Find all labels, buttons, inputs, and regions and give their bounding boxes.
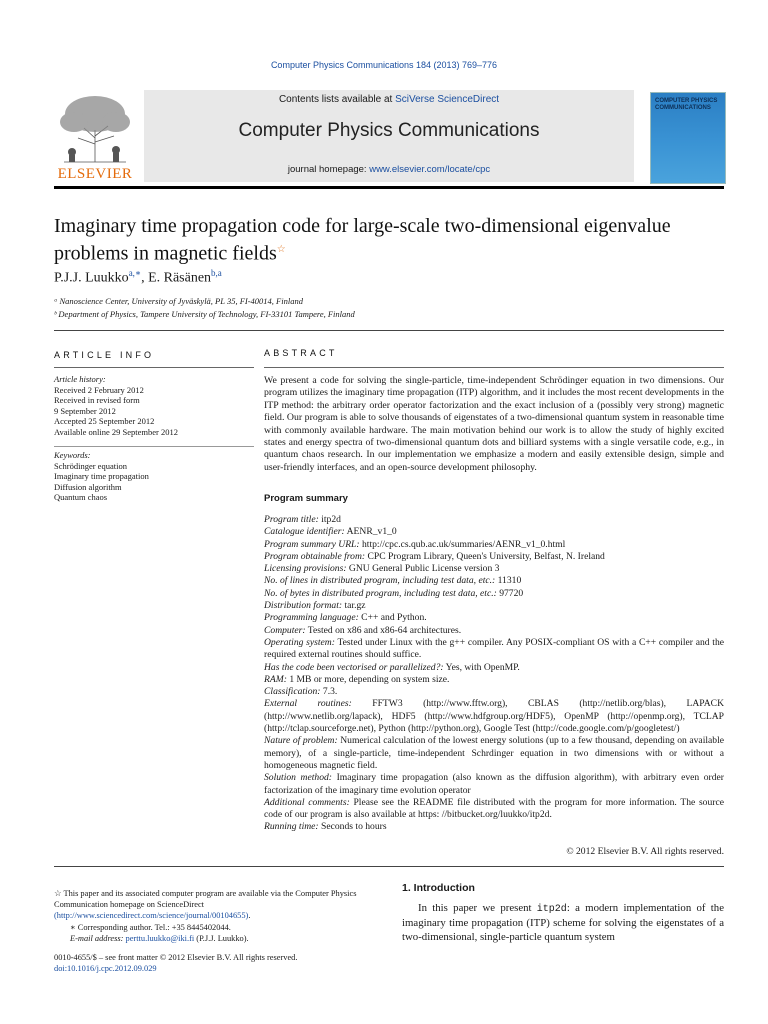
introduction-text	[402, 902, 724, 944]
summary-value: AENR_v1_0	[344, 526, 397, 538]
summary-value: 97720	[496, 587, 524, 599]
summary-value: Seconds to hours	[318, 821, 387, 833]
summary-label: No. of bytes in distributed program, including test data, etc.:	[264, 587, 497, 599]
summary-label: External routines:	[264, 698, 352, 710]
summary-value: GNU General Public License version 3	[346, 563, 500, 575]
affiliation-b: ᵇ Department of Physics, Tampere University of Technology, FI-33101 Tampere, Finland	[54, 309, 355, 319]
summary-value: 1 MB or more, depending on system size.	[286, 673, 450, 685]
summary-row	[264, 662, 724, 674]
summary-value: Numerical calculation of the lowest energy solutions (up to a few thousand, depending on available memory), of a single-particle, time-independent Schrdinger equation in two dimensions with or without a homogeneous magnetic field.	[264, 735, 725, 771]
keyword-item: Imaginary time propagation	[54, 471, 149, 481]
journal-homepage-link[interactable]: www.elsevier.com/locate/cpc	[369, 164, 491, 175]
summary-label: Program summary URL:	[264, 538, 360, 550]
intro-text-prefix: In this paper we present	[418, 902, 537, 914]
summary-value: Please see the README file distributed with the program for more information. The source code of our program is also available at https: //bitbucket.org/luukko/itp2d.	[264, 796, 724, 821]
summary-label: Classification:	[264, 686, 321, 698]
email-link[interactable]: perttu.luukko@iki.fi	[125, 933, 195, 943]
program-summary	[264, 514, 724, 834]
journal-citation[interactable]: Computer Physics Communications 184 (2013) 769–776	[270, 60, 498, 70]
summary-row	[264, 625, 724, 637]
footnotes	[54, 888, 384, 944]
keywords-label: Keywords:	[54, 450, 91, 460]
journal-cover-image	[650, 92, 726, 184]
summary-row	[264, 588, 724, 600]
summary-value: CPC Program Library, Queen's University, Belfast, N. Ireland	[365, 550, 605, 562]
divider	[54, 866, 724, 867]
summary-label: Licensing provisions:	[264, 563, 347, 575]
article-info-heading: ARTICLE INFO	[54, 350, 155, 360]
summary-value: 11310	[495, 575, 522, 587]
email-label: E-mail address:	[70, 933, 126, 943]
summary-row	[264, 575, 724, 587]
summary-row	[264, 526, 724, 538]
author-luukko: P.J.J. Luukko	[54, 270, 129, 286]
summary-row	[264, 551, 724, 563]
code-name: itp2d	[536, 904, 567, 915]
journal-name: Computer Physics Communications	[238, 120, 540, 141]
history-item: Received in revised form	[54, 395, 140, 405]
summary-value: itp2d	[318, 514, 341, 525]
keyword-item: Schrödinger equation	[54, 460, 127, 471]
divider	[54, 367, 254, 368]
star-footnote	[54, 888, 384, 922]
cover-title: COMPUTER PHYSICS COMMUNICATIONS	[655, 98, 718, 111]
summary-row	[264, 600, 724, 612]
summary-row	[264, 772, 724, 797]
summary-row	[264, 735, 724, 772]
summary-value: Yes, with OpenMP.	[443, 661, 520, 673]
intro-text-suffix: : a modern implementation of the imaginary time propagation (ITP) scheme for solving the eigenstates of a two-dimensional, single-particle quantum system	[402, 902, 724, 943]
journal-homepage-line	[144, 164, 634, 175]
summary-label: RAM:	[264, 673, 287, 685]
summary-label: Nature of problem:	[264, 735, 338, 747]
divider	[264, 367, 724, 368]
corresponding-author-note: ∗ Corresponding author. Tel.: +35 8445402044.	[70, 922, 231, 932]
front-matter-line: 0010-4655/$ – see front matter © 2012 Elsevier B.V. All rights reserved.	[54, 953, 298, 962]
summary-label: Catalogue identifier:	[264, 526, 345, 538]
history-item: Accepted 25 September 2012	[54, 416, 155, 426]
summary-value[interactable]: http://cpc.cs.qub.ac.uk/summaries/AENR_v1_0.html	[359, 538, 566, 550]
summary-label: Operating system:	[264, 636, 335, 648]
summary-value: Tested under Linux with the g++ compiler. Any POSIX-compliant OS with a C++ compiler and the required external routines should suffice.	[264, 636, 724, 661]
homepage-prefix: journal homepage:	[287, 164, 370, 175]
publisher-wordmark: ELSEVIER	[57, 166, 133, 182]
summary-value: C++ and Python.	[358, 612, 427, 624]
affiliation-a: ᵃ Nanoscience Center, University of Jyväskylä, PL 35, FI-40014, Finland	[54, 296, 303, 306]
history-item: Received 2 February 2012	[54, 384, 144, 395]
sciencedirect-journal-link[interactable]: (http://www.sciencedirect.com/science/journal/00104655)	[54, 911, 249, 921]
summary-label: Additional comments:	[264, 796, 350, 808]
summary-label: No. of lines in distributed program, including test data, etc.:	[264, 575, 496, 587]
history-label: Article history:	[54, 374, 106, 384]
summary-row	[264, 674, 724, 686]
article-history	[54, 374, 254, 437]
summary-value-external-routines[interactable]: FFTW3 (http://www.fftw.org), CBLAS (http://netlib.org/blas), LAPACK (http://www.netlib.org/lapack), HDF5 (http://www.hdfgroup.org/HDF5), OpenMP (http://openmp.org), TCLAP (http://tclap.sourceforge.net), Python (http://python.org), Google Test (http://code.google.com/p/googletest/)	[264, 698, 724, 735]
history-item: 9 September 2012	[54, 405, 116, 416]
copyright-line: © 2012 Elsevier B.V. All rights reserved.	[566, 846, 724, 857]
keyword-item: Quantum chaos	[54, 492, 108, 502]
contents-available-line	[144, 94, 634, 105]
summary-row	[264, 686, 724, 698]
summary-label: Computer:	[264, 624, 306, 636]
abstract-text: We present a code for solving the single-particle, time-independent Schrödinger equation in two dimensions. Our program utilizes the imaginary time propagation (ITP) algorithm, and it includes the most recent developments in the ITP method: the arbitrary order operator factorization and the exact inclusion of a (possibly very strong) magnetic field. Our program is able to solve thousands of eigenstates of a two-dimensional quantum system in reasonable time with commonly available hardware. The main motivation behind our work is to allow the study of highly excited states and energy spectra of two-dimensional quantum dots and billiard systems with a single versatile code, e.g., in quantum chaos research. In our implementation we emphasize a modern and easily extensible design, simple and user-friendly interfaces, and an open-source development philosophy.	[264, 375, 724, 473]
author-rasanen: , E. Räsänen	[141, 270, 212, 286]
summary-row	[264, 539, 724, 551]
star-footnote-suffix: .	[248, 911, 251, 921]
summary-row	[264, 612, 724, 624]
article-title-text: Imaginary time propagation code for large-scale two-dimensional eigenvalue problems in magnetic fields	[54, 215, 671, 265]
author-list	[54, 268, 222, 287]
contents-prefix: Contents lists available at	[278, 94, 396, 105]
summary-row	[264, 514, 724, 526]
summary-value: Imaginary time propagation (also known as the diffusion algorithm), with arbitrary even order factorization of the imaginary time evolution operator	[264, 772, 724, 796]
doi-link[interactable]: doi:10.1016/j.cpc.2012.09.029	[54, 964, 157, 974]
summary-label: Running time:	[264, 821, 319, 833]
summary-row	[264, 698, 724, 735]
star-footnote-text: ☆ This paper and its associated computer program are available via the Computer Physics Communication homepage on ScienceDirect	[54, 889, 357, 910]
summary-label: Solution method:	[264, 772, 332, 784]
sciencedirect-link[interactable]: SciVerse ScienceDirect	[395, 94, 500, 105]
summary-label: Program title:	[264, 514, 319, 525]
summary-value: tar.gz	[342, 600, 366, 612]
email-note	[54, 933, 384, 944]
summary-label: Program obtainable from:	[264, 550, 366, 562]
title-footnote-mark[interactable]: ☆	[276, 244, 286, 255]
front-matter	[54, 952, 384, 974]
keyword-item: Diffusion algorithm	[54, 481, 122, 492]
keywords	[54, 450, 254, 503]
divider	[54, 330, 724, 331]
program-summary-heading: Program summary	[264, 493, 348, 504]
summary-value: Tested on x86 and x86-64 architectures.	[305, 624, 462, 636]
summary-label: Programming language:	[264, 612, 359, 624]
summary-value: 7.3.	[320, 686, 338, 698]
summary-row	[264, 821, 724, 833]
author-rasanen-affil[interactable]: b,a	[211, 268, 222, 278]
history-item: Available online 29 September 2012	[54, 426, 179, 437]
summary-label: Has the code been vectorised or parallelized?:	[264, 661, 444, 673]
introduction-heading: 1. Introduction	[402, 882, 475, 894]
article-title	[54, 214, 724, 266]
abstract-heading: ABSTRACT	[264, 348, 338, 358]
header-rule	[54, 186, 724, 189]
author-luukko-affil[interactable]: a,∗	[128, 268, 142, 278]
summary-row	[264, 637, 724, 662]
summary-row	[264, 797, 724, 822]
email-suffix: (P.J.J. Luukko).	[194, 933, 249, 943]
divider	[54, 446, 254, 447]
summary-label: Distribution format:	[264, 600, 343, 612]
summary-row	[264, 563, 724, 575]
